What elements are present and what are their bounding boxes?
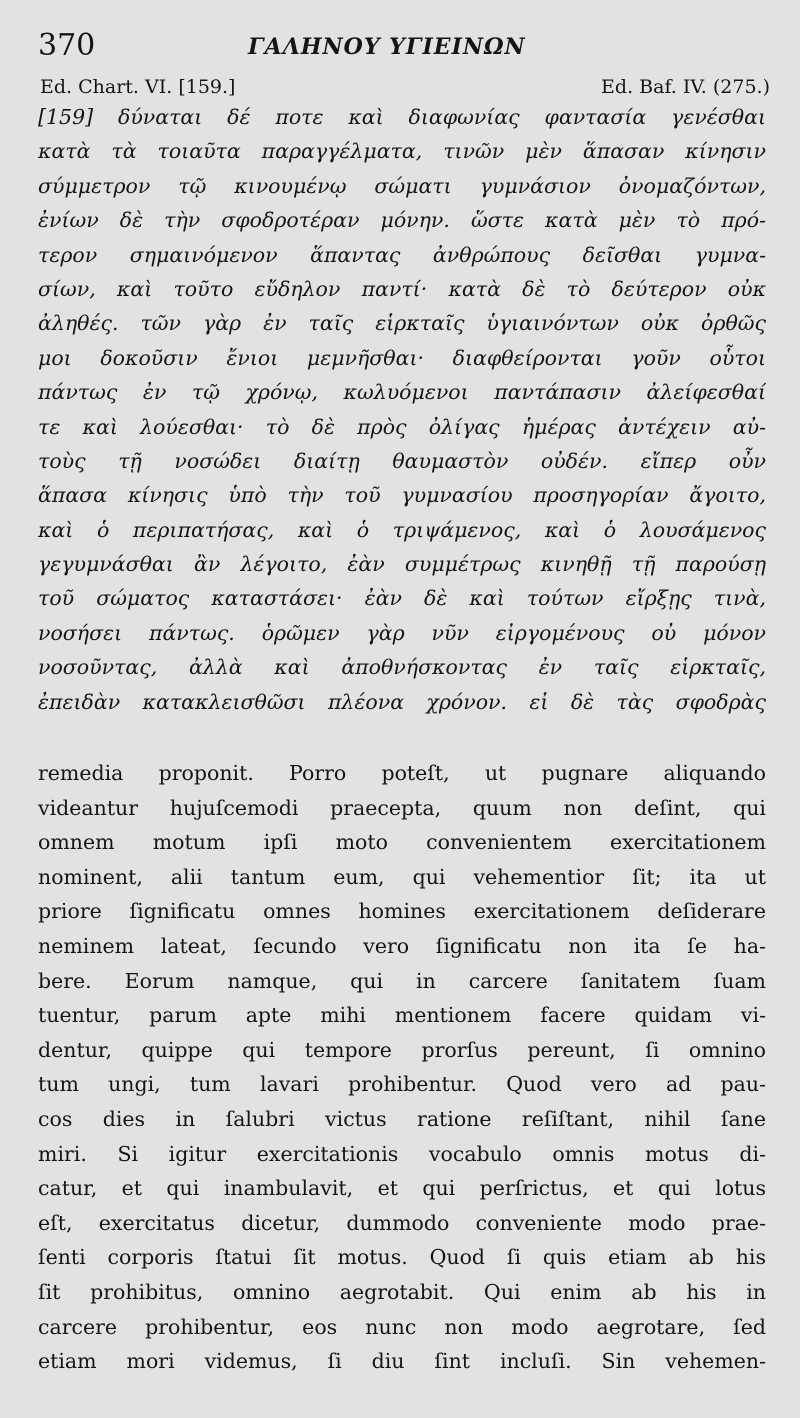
greek-text-line: ἅπασα κίνησις ὑπὸ τὴν τοῦ γυμνασίου προσηγορίαν ἄγοιτο, bbox=[38, 483, 766, 508]
latin-text-line: carcere prohibentur, eos nunc non modo aegrotare, ſed bbox=[38, 1314, 766, 1339]
edition-ref-chartier: Ed. Chart. VI. [159.] bbox=[40, 76, 236, 98]
latin-text-line: miri. Si igitur exercitationis vocabulo omnis motus di- bbox=[38, 1141, 766, 1166]
greek-text-line: γεγυμνάσθαι ἂν λέγοιτο, ἐὰν συμμέτρως κινηθῇ τῇ παρούσῃ bbox=[38, 552, 766, 577]
greek-text-line: τοὺς τῇ νοσώδει διαίτῃ θαυμαστὸν οὐδέν. εἴπερ οὖν bbox=[38, 448, 766, 473]
latin-text-line: eſt, exercitatus dicetur, dummodo conveniente modo prae- bbox=[38, 1210, 766, 1235]
greek-text-line: καὶ ὁ περιπατήσας, καὶ ὁ τριψάμενος, καὶ ὁ λουσάμενος bbox=[38, 517, 766, 542]
latin-text-line: dentur, quippe qui tempore prorſus pereunt, ſi omnino bbox=[38, 1037, 766, 1062]
latin-text-line: priore ſignificatu omnes homines exercitationem deſiderare bbox=[38, 899, 766, 924]
greek-text-line: μοι δοκοῦσιν ἔνιοι μεμνῆσθαι· διαφθείρονται γοῦν οὗτοι bbox=[38, 345, 766, 370]
running-head: ΓΑΛΗΝΟΥ ΥΓΙΕΙΝΩΝ bbox=[248, 34, 526, 60]
latin-text-line: bere. Eorum namque, qui in carcere ſanitatem ſuam bbox=[38, 968, 766, 993]
latin-text-line: tuentur, parum apte mihi mentionem facere quidam vi- bbox=[38, 1003, 766, 1028]
greek-text-line: [159] δύναται δέ ποτε καὶ διαφωνίας φαντασία γενέσθαι bbox=[38, 105, 766, 129]
page-number: 370 bbox=[38, 28, 96, 63]
latin-text-line: nominent, alii tantum eum, qui vehementior ſit; ita ut bbox=[38, 864, 766, 889]
greek-text-block bbox=[38, 100, 766, 719]
greek-text-line: νοσοῦντας, ἀλλὰ καὶ ἀποθνήσκοντας ἐν ταῖς εἱρκταῖς, bbox=[38, 655, 766, 680]
latin-text-line: ſenti corporis ſtatui ſit motus. Quod ſi quis etiam ab his bbox=[38, 1245, 766, 1270]
greek-text-line: κατὰ τὰ τοιαῦτα παραγγέλματα, τινῶν μὲν ἅπασαν κίνησιν bbox=[38, 139, 766, 164]
greek-text-line: σίων, καὶ τοῦτο εὔδηλον παντί· κατὰ δὲ τὸ δεύτερον οὐκ bbox=[38, 276, 766, 301]
latin-text-line: catur, et qui inambulavit, et qui perſrictus, et qui lotus bbox=[38, 1176, 766, 1201]
latin-text-line: omnem motum ipſi moto convenientem exercitationem bbox=[38, 830, 766, 855]
latin-text-line: neminem lateat, ſecundo vero ſignificatu non ita ſe ha- bbox=[38, 933, 766, 958]
greek-text-line: τε καὶ λούεσθαι· τὸ δὲ πρὸς ὀλίγας ἡμέρας ἀντέχειν αὐ- bbox=[38, 414, 766, 439]
latin-text-line: etiam mori videmus, ſi diu ſint incluſi. Sin vehemen- bbox=[38, 1349, 766, 1374]
greek-text-line: τερον σημαινόμενον ἅπαντας ἀνθρώπους δεῖσθαι γυμνα- bbox=[38, 242, 766, 267]
edition-ref-basel: Ed. Baf. IV. (275.) bbox=[601, 76, 770, 98]
greek-text-line: ἀληθές. τῶν γὰρ ἐν ταῖς εἱρκταῖς ὑγιαινόντων οὐκ ὀρθῶς bbox=[38, 311, 766, 336]
greek-text-line: ἐνίων δὲ τὴν σφοδροτέραν μόνην. ὥστε κατὰ μὲν τὸ πρό- bbox=[38, 208, 766, 233]
latin-text-line: videantur hujuſcemodi praecepta, quum non deſint, qui bbox=[38, 795, 766, 820]
greek-text-line: νοσήσει πάντως. ὁρῶμεν γὰρ νῦν εἰργομένους οὐ μόνον bbox=[38, 620, 766, 645]
page-header bbox=[38, 28, 770, 68]
greek-text-line: τοῦ σώματος καταστάσει· ἐὰν δὲ καὶ τούτων εἴρξῃς τινὰ, bbox=[38, 586, 766, 611]
greek-text-line: ἐπειδὰν κατακλεισθῶσι πλέονα χρόνον. εἰ δὲ τὰς σφοδρὰς bbox=[38, 689, 766, 714]
latin-text-line: ſit prohibitus, omnino aegrotabit. Qui enim ab his in bbox=[38, 1279, 766, 1304]
latin-text-line: remedia proponit. Porro poteſt, ut pugnare aliquando bbox=[38, 761, 766, 785]
latin-text-line: tum ungi, tum lavari prohibentur. Quod vero ad pau- bbox=[38, 1072, 766, 1097]
greek-text-line: σύμμετρον τῷ κινουμένῳ σώματι γυμνάσιον ὀνομαζόντων, bbox=[38, 173, 766, 198]
greek-text-line: πάντως ἐν τῷ χρόνῳ, κωλυόμενοι παντάπασιν ἀλείφεσθαί bbox=[38, 380, 766, 405]
latin-text-line: cos dies in ſalubri victus ratione reſiſtant, nihil ſane bbox=[38, 1106, 766, 1131]
latin-text-block bbox=[38, 756, 766, 1379]
